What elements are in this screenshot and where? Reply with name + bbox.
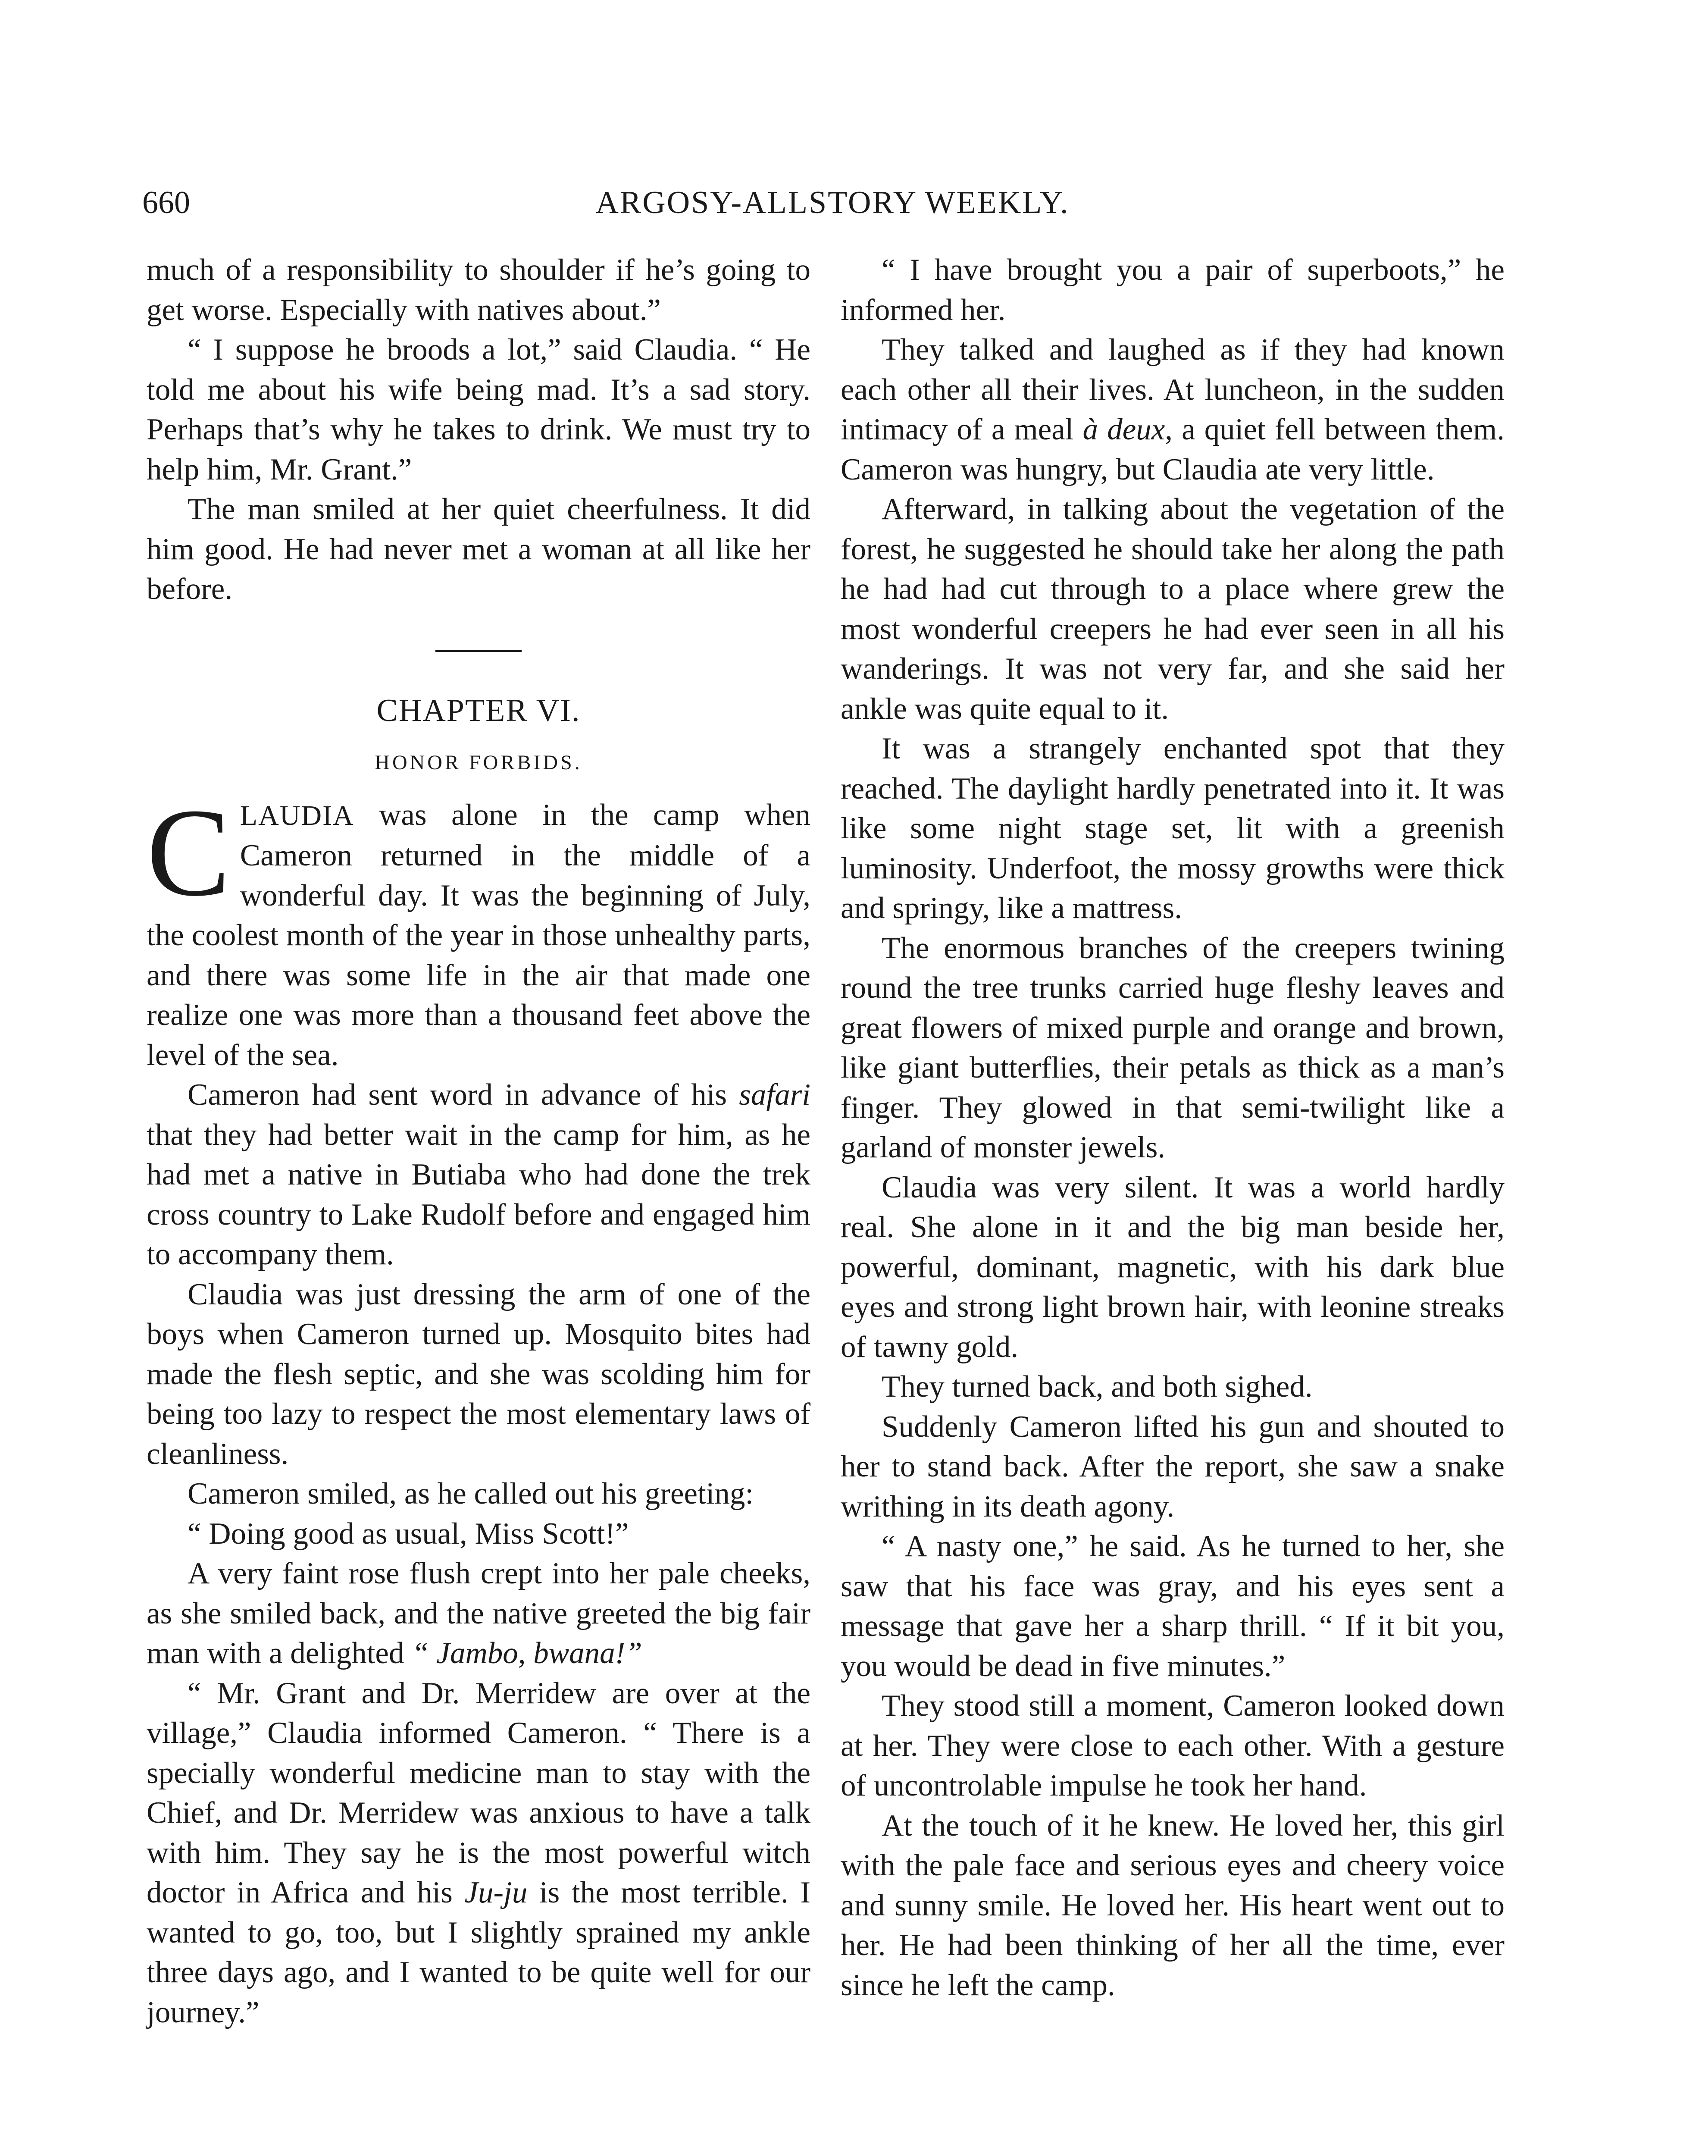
drop-cap: C [147,783,231,922]
paragraph: They turned back, and both sighed. [882,1370,1313,1404]
italic-phrase: “ Jambo, bwana!” [412,1636,642,1670]
paragraph-text: was alone in the camp when Cameron returned in the middle of a wonderful day. It was the beginning of July, the coolest month of the year in those unhealthy parts, and there was some life in the air that made one realize one was more than a thousand feet above the level of the sea. [147,798,810,1072]
paragraph: Cameron smiled, as he called out his greeting: [188,1477,754,1510]
paragraph: “ Doing good as usual, Miss Scott!” [188,1517,629,1551]
paragraph-text: Cameron had sent word in advance of his [188,1078,739,1112]
chapter-subtitle: HONOR FORBIDS. [375,751,582,774]
paragraph [841,330,1505,489]
paragraph-text: is the most terrible. I wanted to go, too, but I slightly sprained my ankle three days ago, and I wanted to be quite well for our journey.” [147,1876,810,2029]
chapter-title: CHAPTER VI. [376,693,581,728]
right-column [841,250,1505,2005]
running-title: ARGOSY-ALLSTORY WEEKLY. [595,185,1070,220]
paragraph: much of a responsibility to shoulder if he’s going to get worse. Especially with natives about.” [147,253,810,327]
chapter-opening-paragraph [147,783,810,1075]
paragraph: The man smiled at her quiet cheerfulness. It did him good. He had never met a woman at all like her before. [147,492,810,606]
paragraph: “ A nasty one,” he said. As he turned to her, she saw that his face was gray, and his eyes sent a message that gave her a sharp thrill. “ If it bit you, you would be dead in five minutes.” [841,1529,1505,1683]
italic-word: Ju-ju [464,1876,528,1909]
paragraph [147,1554,810,1673]
paragraph: Afterward, in talking about the vegetation of the forest, he suggested he should take her along the path he had had cut through to a place where grew the most wonderful creepers he had ever seen in all his wanderings. It was not very far, and she said her ankle was quite equal to it. [841,492,1505,726]
left-column [147,250,810,2032]
italic-phrase: à deux [1082,413,1165,446]
paragraph-text: A very faint rose flush crept into her pale cheeks, as she smiled back, and the native greeted the big fair man with a delighted [147,1557,810,1670]
paragraph: “ I have brought you a pair of superboots,” he informed her. [841,253,1505,327]
paragraph: The enormous branches of the creepers twining round the tree trunks carried huge fleshy leaves and great flowers of mixed purple and orange and brown, like giant butterflies, their petals as thick as a man’s finger. They glowed in that semi-twilight like a garland of monster jewels. [841,931,1505,1164]
italic-word: safari [739,1078,810,1112]
paragraph [147,1673,810,2033]
paragraph [147,1075,810,1275]
paragraph: “ I suppose he broods a lot,” said Claudia. “ He told me about his wife being mad. It’s a sad story. Perhaps that’s why he takes to drink. We must try to help him, Mr. Grant.” [147,333,810,486]
page-header [142,181,1523,233]
paragraph: Suddenly Cameron lifted his gun and shouted to her to stand back. After the report, she saw a snake writhing in its death agony. [841,1410,1505,1523]
opening-word: LAUDIA [240,799,354,831]
paragraph-text: They talked and laughed as if they had known each other all their lives. At luncheon, in the sudden intimacy of a meal [841,333,1505,446]
paragraph: It was a strangely enchanted spot that they reached. The daylight hardly penetrated into it. It was like some night stage set, lit with a greenish luminosity. Underfoot, the mossy growths were thick and springy, like a mattress. [841,732,1505,925]
paragraph-text: “ Mr. Grant and Dr. Merridew are over at the village,” Claudia informed Cameron. “ There is a specially wonderful medicine man to stay with the Chief, and Dr. Merridew was anxious to have a talk with him. They say he is the most powerful witch doctor in Africa and his [147,1676,810,1909]
paragraph-text: , a quiet fell between them. Cameron was hungry, but Claudia ate very little. [841,413,1505,486]
paragraph: Claudia was very silent. It was a world hardly real. She alone in it and the big man beside her, powerful, dominant, magnetic, with his dark blue eyes and strong light brown hair, with leonine streaks of tawny gold. [841,1170,1505,1364]
paragraph: They stood still a moment, Cameron looked down at her. They were close to each other. With a gesture of uncontrolable impulse he took her hand. [841,1689,1505,1802]
page-number: 660 [142,185,190,220]
paragraph-text: that they had better wait in the camp for him, as he had met a native in Butiaba who had done the trek cross country to Lake Rudolf before and engaged him to accompany them. [147,1118,810,1271]
paragraph: Claudia was just dressing the arm of one of the boys when Cameron turned up. Mosquito bites had made the flesh septic, and she was scolding him for being too lazy to respect the most elementary laws of cleanliness. [147,1277,810,1471]
paragraph: At the touch of it he knew. He loved her, this girl with the pale face and serious eyes and cheery voice and sunny smile. He loved her. His heart went out to her. He had been thinking of her all the time, ever since he left the camp. [841,1808,1505,2002]
section-divider [435,650,522,652]
